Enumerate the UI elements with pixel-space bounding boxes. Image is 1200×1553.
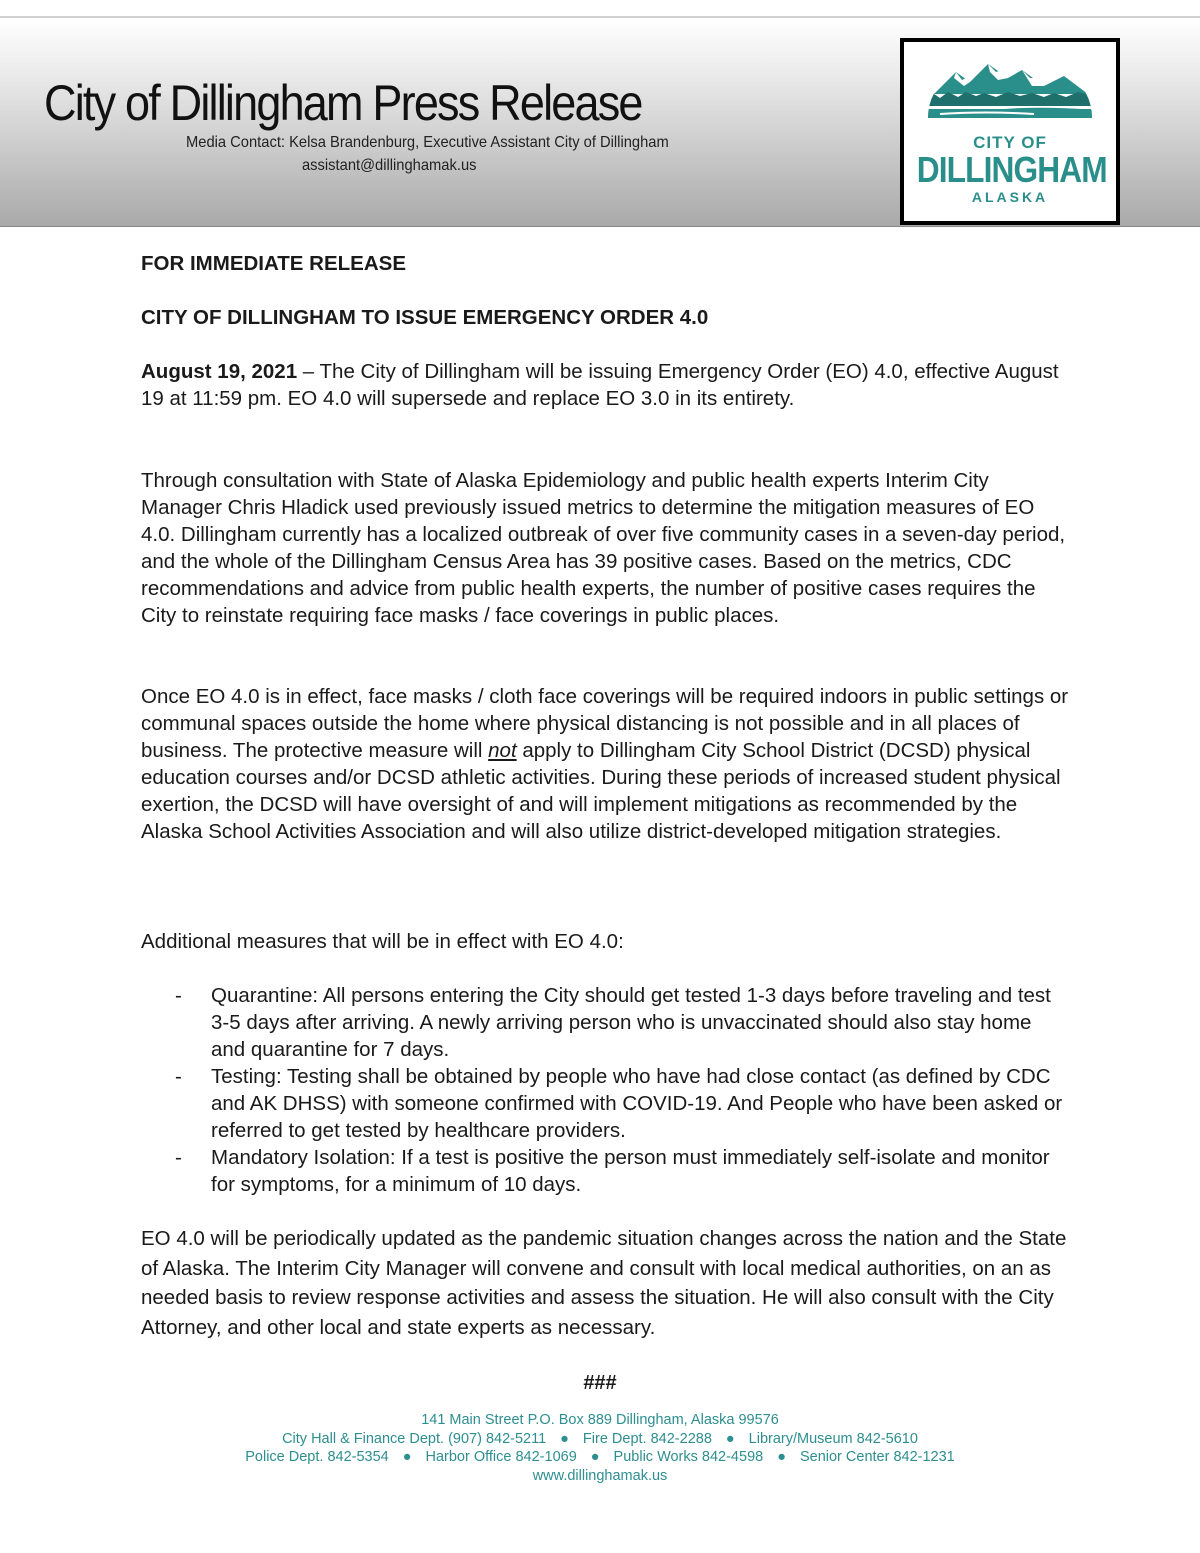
footer [0,1411,1200,1485]
masks-text-a: Once EO 4.0 is in effect, face masks / cloth face coverings will be required indoors in public settings or communal spaces outside the home where physical distancing is not possible and in all places of business. The protective measure will [141,685,1069,762]
footer-library: Library/Museum 842-5610 [748,1430,918,1447]
list-item-text: Testing: Testing shall be obtained by people who have had close contact (as defined by CDC and AK DHSS) with someone confirmed with COVID-19. And People who have been asked or referred to get tested by healthcare providers. [211,1065,1063,1142]
paragraph-additional [141,928,1071,955]
logo-city-of: CITY OF [973,133,1047,152]
footer-separator: ● [777,1449,786,1465]
list-item-isolation [141,1144,1071,1198]
bullet-dash: - [175,1065,182,1088]
closing-paragraph: EO 4.0 will be periodically updated as the pandemic situation changes across the nation and the State of Alaska. The Interim City Manager will convene and consult with local medical authorities, on an as needed basis to review response activities and assess the situation. He will also consult with the City Attorney, and other local and state experts as necessary. [141,1227,1067,1339]
footer-line-3 [0,1448,1200,1467]
footer-separator: ● [402,1449,412,1465]
release-date: August 19, 2021 [141,360,298,383]
list-item-text: Quarantine: All persons entering the City should get tested 1-3 days before traveling and test 3-5 days after arriving. A newly arriving person who is unvaccinated should also stay home and quarantine for 7 days. [211,984,1051,1061]
additional-measures-intro: Additional measures that will be in effect with EO 4.0: [141,930,624,953]
media-contact: Media Contact: Kelsa Brandenburg, Executive Assistant City of Dillingham [186,134,669,151]
footer-senior-center: Senior Center 842-1231 [799,1449,955,1465]
contact-email: assistant@dillinghamak.us [302,157,477,174]
footer-fire-dept: Fire Dept. 842-2288 [582,1430,712,1447]
masks-text-b: apply to Dillingham City School District (DCSD) physical education courses and/or DCSD athletic activities. During these periods of increased student physical exertion, the DCSD will have oversight of and will implement mitigations as recommended by the Alaska School Activities Association and will also utilize district-developed mitigation strategies. [141,739,1061,843]
release-label: FOR IMMEDIATE RELEASE [141,252,406,275]
logo-state: ALASKA [971,189,1049,205]
bullet-dash: - [175,1146,182,1169]
list-item-text: Mandatory Isolation: If a test is positive the person must immediately self-isolate and monitor for symptoms, for a minimum of 10 days. [211,1146,1050,1196]
logo-city-name: DILLINGHAM [916,149,1107,190]
footer-address: 141 Main Street P.O. Box 889 Dillingham, Alaska 99576 [421,1412,779,1428]
footer-public-works: Public Works 842-4598 [613,1449,764,1465]
footer-harbor: Harbor Office 842-1069 [425,1449,577,1465]
list-item-quarantine [141,982,1071,1063]
intro-text: – The City of Dillingham will be issuing Emergency Order (EO) 4.0, effective August 19 at 11:59 pm. EO 4.0 will supersede and replace EO 3.0 in its entirety. [141,360,1059,410]
footer-website[interactable]: www.dillinghamak.us [532,1467,668,1484]
footer-line-2 [0,1430,1200,1449]
page-title: City of Dillingham Press Release [44,75,642,131]
intro-paragraph [141,358,1071,412]
footer-separator: ● [560,1430,569,1447]
footer-city-hall: City Hall & Finance Dept. (907) 842-5211 [282,1430,547,1447]
footer-separator: ● [725,1430,735,1447]
city-logo [900,38,1120,225]
paragraph-masks [141,683,1071,845]
measures-list [141,982,1071,1198]
footer-police: Police Dept. 842-5354 [245,1449,389,1465]
footer-separator: ● [590,1449,600,1465]
end-mark: ### [583,1372,617,1394]
list-item-testing [141,1063,1071,1144]
masks-emphasis-not: not [488,739,517,762]
paragraph-consultation-text: Through consultation with State of Alaska Epidemiology and public health experts Interim City Manager Chris Hladick used previously issued metrics to determine the mitigation measures of EO 4.0. Dillingham currently has a localized outbreak of over five community cases in a seven-day period, and the whole of the Dillingham Census Area has 39 positive cases. Based on the metrics, CDC recommendations and advice from public health experts, the number of positive cases requires the City to reinstate requiring face masks / face coverings in public places. [141,469,1066,627]
paragraph-consultation [141,467,1071,629]
bullet-dash: - [175,984,182,1007]
release-headline: CITY OF DILLINGHAM TO ISSUE EMERGENCY ORDER 4.0 [141,306,709,329]
